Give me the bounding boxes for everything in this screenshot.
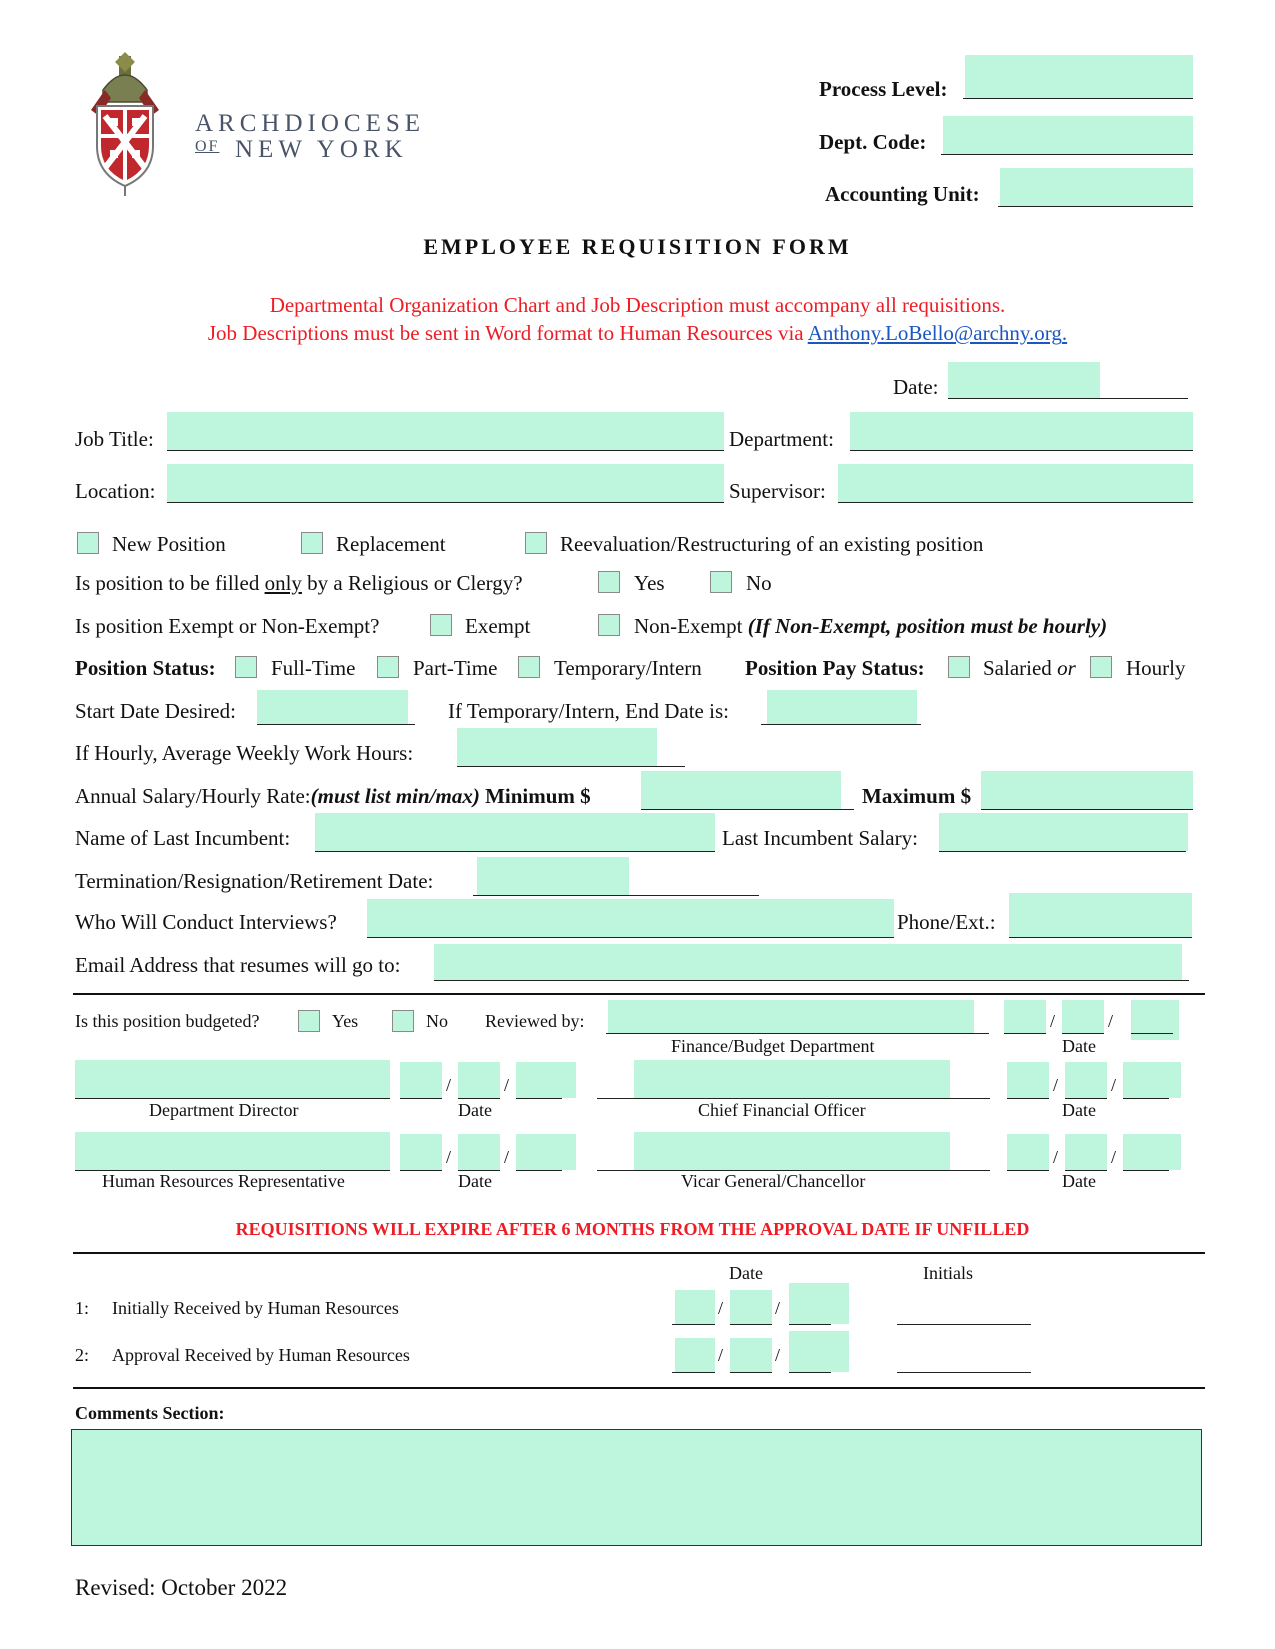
finance-date-month-underline bbox=[1004, 1033, 1046, 1034]
cfo-signature-field[interactable] bbox=[634, 1060, 950, 1098]
religious-yes-checkbox[interactable] bbox=[598, 571, 620, 593]
hr-email-link[interactable]: Anthony.LoBello@archny.org bbox=[807, 321, 1062, 345]
received-date-month-underline bbox=[672, 1324, 715, 1325]
religious-question bbox=[75, 571, 523, 595]
process-level-field[interactable] bbox=[965, 55, 1193, 99]
tracking-date-header: Date bbox=[729, 1263, 763, 1283]
last-incumbent-underline bbox=[315, 851, 715, 852]
cfo-date-month[interactable] bbox=[1007, 1062, 1049, 1098]
hr-rep-caption: Human Resources Representative bbox=[102, 1171, 345, 1191]
revision-footer: Revised: October 2022 bbox=[75, 1575, 288, 1600]
vicar-signature-field[interactable] bbox=[634, 1132, 950, 1170]
approval-date-month[interactable] bbox=[675, 1338, 715, 1372]
dept-director-date-slash-1: / bbox=[446, 1075, 452, 1095]
finance-date-year-underline bbox=[1131, 1033, 1173, 1034]
received-date-month[interactable] bbox=[675, 1290, 715, 1324]
interviewer-underline bbox=[367, 937, 894, 938]
tracking-initials-header: Initials bbox=[923, 1263, 973, 1283]
vicar-date-caption: Date bbox=[1062, 1171, 1096, 1191]
accounting-unit-underline bbox=[998, 206, 1193, 207]
notice-line-2-text: Job Descriptions must be sent in Word format to Human Resources via bbox=[207, 321, 808, 345]
approval-date-year-underline bbox=[789, 1372, 831, 1373]
last-incumbent-label: Name of Last Incumbent: bbox=[75, 826, 291, 850]
vicar-date-slash-2: / bbox=[1111, 1147, 1117, 1167]
interviewer-field[interactable] bbox=[367, 899, 894, 937]
hr-rep-date-day[interactable] bbox=[458, 1134, 500, 1170]
start-date-field[interactable] bbox=[257, 690, 408, 724]
minimum-salary-underline bbox=[641, 809, 854, 810]
maximum-salary-underline bbox=[981, 809, 1193, 810]
finance-caption: Finance/Budget Department bbox=[671, 1036, 875, 1056]
budgeted-no-label: No bbox=[426, 1011, 448, 1031]
salary-label: Annual Salary/Hourly Rate: bbox=[75, 784, 311, 808]
notice-line-2 bbox=[0, 321, 1275, 345]
accounting-unit-field[interactable] bbox=[1000, 168, 1193, 206]
new-position-checkbox[interactable] bbox=[77, 532, 99, 554]
hr-rep-date-slash-1: / bbox=[446, 1147, 452, 1167]
exempt-question: Is position Exempt or Non-Exempt? bbox=[75, 614, 380, 638]
hr-rep-signature-field[interactable] bbox=[75, 1132, 390, 1170]
logo-text-of: OF bbox=[195, 138, 220, 155]
full-time-label: Full-Time bbox=[271, 656, 356, 680]
religious-question-pre: Is position to be filled bbox=[75, 571, 265, 595]
tracking-row-2-number: 2: bbox=[75, 1345, 90, 1365]
phone-ext-underline bbox=[1009, 937, 1192, 938]
dept-code-label: Dept. Code: bbox=[819, 130, 927, 154]
salaried-label: Salaried bbox=[983, 656, 1052, 680]
budgeted-question: Is this position budgeted? bbox=[75, 1011, 260, 1031]
received-date-day-underline bbox=[730, 1324, 772, 1325]
supervisor-underline bbox=[838, 502, 1193, 503]
salaried-checkbox[interactable] bbox=[948, 656, 970, 678]
tracking-row-1-number: 1: bbox=[75, 1298, 90, 1318]
received-date-year-underline bbox=[789, 1324, 831, 1325]
salary-line bbox=[75, 784, 591, 808]
dept-director-date-year[interactable] bbox=[516, 1062, 576, 1098]
replacement-label: Replacement bbox=[336, 532, 446, 556]
religious-question-only: only bbox=[264, 571, 302, 595]
end-date-label: If Temporary/Intern, End Date is: bbox=[448, 699, 729, 723]
process-level-underline bbox=[963, 98, 1193, 99]
vicar-date-day[interactable] bbox=[1065, 1134, 1107, 1170]
cfo-caption: Chief Financial Officer bbox=[698, 1100, 866, 1120]
supervisor-field[interactable] bbox=[838, 464, 1193, 502]
section-divider-1 bbox=[73, 993, 1205, 995]
budgeted-no-checkbox[interactable] bbox=[392, 1010, 414, 1032]
last-incumbent-field[interactable] bbox=[315, 813, 715, 851]
notice-line-1: Departmental Organization Chart and Job Description must accompany all requisitions. bbox=[269, 293, 1006, 317]
or-label: or bbox=[1057, 656, 1076, 680]
section-divider-3 bbox=[73, 1387, 1205, 1389]
job-title-field[interactable] bbox=[167, 412, 724, 450]
dept-director-date-month-underline bbox=[400, 1098, 442, 1099]
hr-rep-date-slash-2: / bbox=[504, 1147, 510, 1167]
hr-rep-date-year-underline bbox=[516, 1170, 562, 1171]
cfo-date-caption: Date bbox=[1062, 1100, 1096, 1120]
finance-date-slash-1: / bbox=[1050, 1011, 1056, 1031]
department-label: Department: bbox=[729, 427, 834, 451]
received-date-year[interactable] bbox=[789, 1283, 849, 1324]
date-underline bbox=[948, 398, 1188, 399]
approval-date-slash-1: / bbox=[718, 1345, 724, 1365]
comments-field[interactable] bbox=[71, 1429, 1202, 1546]
reevaluation-label: Reevaluation/Restructuring of an existing position bbox=[560, 532, 984, 556]
last-incumbent-salary-label: Last Incumbent Salary: bbox=[722, 826, 918, 850]
vicar-date-slash-1: / bbox=[1053, 1147, 1059, 1167]
department-field[interactable] bbox=[850, 412, 1193, 450]
budgeted-yes-label: Yes bbox=[332, 1011, 359, 1031]
cfo-date-year[interactable] bbox=[1123, 1062, 1181, 1098]
hr-rep-date-month[interactable] bbox=[400, 1134, 442, 1170]
religious-no-label: No bbox=[746, 571, 772, 595]
dept-director-date-caption: Date bbox=[458, 1100, 492, 1120]
accounting-unit-label: Accounting Unit: bbox=[825, 182, 980, 206]
weekly-hours-field[interactable] bbox=[457, 728, 657, 766]
reviewed-by-label: Reviewed by: bbox=[485, 1011, 585, 1031]
tracking-row-2-label: Approval Received by Human Resources bbox=[112, 1345, 410, 1365]
exempt-checkbox[interactable] bbox=[430, 614, 452, 636]
location-label: Location: bbox=[75, 479, 156, 503]
dept-director-date-year-underline bbox=[516, 1098, 562, 1099]
last-incumbent-salary-field[interactable] bbox=[939, 813, 1188, 851]
finance-date-slash-2: / bbox=[1108, 1011, 1114, 1031]
location-field[interactable] bbox=[167, 464, 724, 502]
supervisor-label: Supervisor: bbox=[729, 479, 826, 503]
termination-date-field[interactable] bbox=[477, 857, 629, 895]
phone-ext-field[interactable] bbox=[1009, 893, 1192, 937]
section-divider-2 bbox=[73, 1252, 1205, 1254]
dept-code-field[interactable] bbox=[943, 116, 1193, 154]
finance-signature-field[interactable] bbox=[608, 1000, 974, 1033]
hourly-checkbox[interactable] bbox=[1090, 656, 1112, 678]
budgeted-yes-checkbox[interactable] bbox=[298, 1010, 320, 1032]
cfo-date-month-underline bbox=[1007, 1098, 1049, 1099]
exempt-label: Exempt bbox=[465, 614, 531, 638]
weekly-hours-underline bbox=[457, 766, 685, 767]
finance-date-day[interactable] bbox=[1062, 1000, 1104, 1033]
maximum-salary-field[interactable] bbox=[981, 771, 1193, 809]
termination-date-label: Termination/Resignation/Retirement Date: bbox=[75, 869, 434, 893]
dept-code-underline bbox=[941, 154, 1193, 155]
vicar-date-month[interactable] bbox=[1007, 1134, 1049, 1170]
cfo-date-year-underline bbox=[1123, 1098, 1169, 1099]
religious-yes-label: Yes bbox=[634, 571, 665, 595]
finance-date-year[interactable] bbox=[1131, 1000, 1179, 1040]
salary-note: (must list min/max) bbox=[310, 784, 480, 808]
dept-director-date-month[interactable] bbox=[400, 1062, 442, 1098]
approval-date-year[interactable] bbox=[789, 1331, 849, 1372]
pay-status-label: Position Pay Status: bbox=[745, 656, 925, 680]
cfo-date-slash-2: / bbox=[1111, 1075, 1117, 1095]
approval-date-slash-2: / bbox=[775, 1345, 781, 1365]
dept-director-date-day[interactable] bbox=[458, 1062, 500, 1098]
end-date-underline bbox=[761, 724, 921, 725]
reevaluation-checkbox[interactable] bbox=[525, 532, 547, 554]
start-date-label: Start Date Desired: bbox=[75, 699, 236, 723]
temporary-label: Temporary/Intern bbox=[554, 656, 702, 680]
interviewer-label: Who Will Conduct Interviews? bbox=[75, 910, 337, 934]
minimum-salary-field[interactable] bbox=[641, 771, 841, 809]
weekly-hours-label: If Hourly, Average Weekly Work Hours: bbox=[75, 741, 414, 765]
location-underline bbox=[167, 502, 724, 503]
salaried-line bbox=[983, 656, 1076, 680]
end-date-field[interactable] bbox=[767, 690, 917, 724]
part-time-checkbox[interactable] bbox=[377, 656, 399, 678]
received-date-slash-1: / bbox=[718, 1298, 724, 1318]
tracking-row-1-label: Initially Received by Human Resources bbox=[112, 1298, 399, 1318]
vicar-date-month-underline bbox=[1007, 1170, 1049, 1171]
process-level-label: Process Level: bbox=[819, 77, 948, 101]
vicar-caption: Vicar General/Chancellor bbox=[681, 1171, 866, 1191]
job-title-underline bbox=[167, 450, 724, 451]
new-position-label: New Position bbox=[112, 532, 226, 556]
job-title-label: Job Title: bbox=[75, 427, 154, 451]
replacement-checkbox[interactable] bbox=[301, 532, 323, 554]
comments-label: Comments Section: bbox=[75, 1403, 225, 1423]
part-time-label: Part-Time bbox=[413, 656, 498, 680]
coat-of-arms-icon bbox=[75, 50, 175, 200]
resume-email-field[interactable] bbox=[434, 944, 1182, 980]
minimum-label: Minimum $ bbox=[485, 784, 591, 808]
form-title: EMPLOYEE REQUISITION FORM bbox=[423, 234, 852, 259]
phone-ext-label: Phone/Ext.: bbox=[897, 910, 996, 934]
maximum-label: Maximum $ bbox=[862, 784, 972, 808]
dept-director-date-slash-2: / bbox=[504, 1075, 510, 1095]
hr-rep-date-caption: Date bbox=[458, 1171, 492, 1191]
finance-date-month[interactable] bbox=[1004, 1000, 1046, 1033]
vicar-date-year[interactable] bbox=[1123, 1134, 1181, 1170]
logo-text-archdiocese: ARCHDIOCESE bbox=[195, 110, 426, 137]
archdiocese-logo bbox=[75, 50, 455, 200]
hr-rep-date-year[interactable] bbox=[516, 1134, 576, 1170]
non-exempt-checkbox[interactable] bbox=[598, 614, 620, 636]
non-exempt-note: (If Non-Exempt, position must be hourly) bbox=[747, 614, 1108, 638]
logo-text-new-york: NEW YORK bbox=[235, 136, 408, 163]
cfo-date-slash-1: / bbox=[1053, 1075, 1059, 1095]
notice-period: . bbox=[1061, 321, 1068, 345]
cfo-date-day[interactable] bbox=[1065, 1062, 1107, 1098]
finance-date-caption: Date bbox=[1062, 1036, 1096, 1056]
termination-date-underline bbox=[473, 895, 759, 896]
full-time-checkbox[interactable] bbox=[235, 656, 257, 678]
hr-rep-date-month-underline bbox=[400, 1170, 442, 1171]
non-exempt-line bbox=[634, 614, 1107, 638]
department-underline bbox=[850, 450, 1193, 451]
received-date-day[interactable] bbox=[730, 1290, 772, 1324]
temporary-checkbox[interactable] bbox=[518, 656, 540, 678]
position-status-label: Position Status: bbox=[75, 656, 216, 680]
religious-question-post: by a Religious or Clergy? bbox=[301, 571, 523, 595]
approval-date-day[interactable] bbox=[730, 1338, 772, 1372]
last-incumbent-salary-underline bbox=[939, 851, 1186, 852]
approval-date-day-underline bbox=[730, 1372, 772, 1373]
start-date-underline bbox=[257, 724, 415, 725]
finance-date-day-underline bbox=[1062, 1033, 1104, 1034]
resume-email-underline bbox=[434, 980, 1189, 981]
date-label: Date: bbox=[893, 375, 939, 399]
religious-no-checkbox[interactable] bbox=[710, 571, 732, 593]
resume-email-label: Email Address that resumes will go to: bbox=[75, 953, 401, 977]
received-date-slash-2: / bbox=[775, 1298, 781, 1318]
finance-signature-underline bbox=[606, 1033, 989, 1034]
date-field[interactable] bbox=[948, 362, 1100, 398]
non-exempt-label: Non-Exempt bbox=[634, 614, 748, 638]
approval-date-month-underline bbox=[672, 1372, 715, 1373]
approval-initials-line[interactable] bbox=[897, 1372, 1031, 1373]
dept-director-caption: Department Director bbox=[149, 1100, 299, 1120]
expiration-notice: REQUISITIONS WILL EXPIRE AFTER 6 MONTHS FROM THE APPROVAL DATE IF UNFILLED bbox=[235, 1219, 1030, 1239]
hourly-label: Hourly bbox=[1126, 656, 1186, 680]
dept-director-signature-field[interactable] bbox=[75, 1060, 390, 1098]
received-initials-line[interactable] bbox=[897, 1324, 1031, 1325]
vicar-date-year-underline bbox=[1123, 1170, 1169, 1171]
